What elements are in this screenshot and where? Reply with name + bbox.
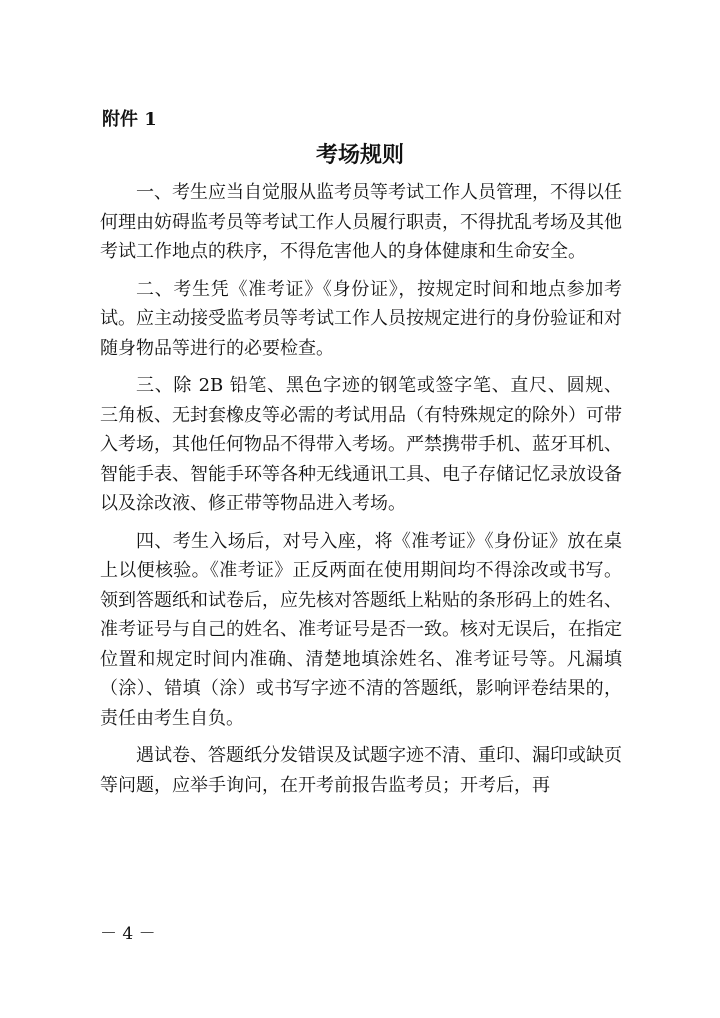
page-number: － 4 － [100,924,156,944]
document-body [100,178,622,808]
rule-paragraph-3: 三、除 2B 铅笔、黑色字迹的钢笔或签字笔、直尺、圆规、三角板、无封套橡皮等必需的考试用品（有特殊规定的除外）可带入考场，其他任何物品不得带入考场。严禁携带手机、蓝牙耳机、智能手表、智能手环等各种无线通讯工具、电子存储记忆录放设备以及涂改液、修正带等物品进入考场。 [100,375,622,514]
rule-paragraph-5: 遇试卷、答题纸分发错误及试题字迹不清、重印、漏印或缺页等问题，应举手询问，在开考前报告监考员；开考后，再 [100,745,622,796]
document-title: 考场规则 [315,142,404,168]
rule-paragraph-1: 一、考生应当自觉服从监考员等考试工作人员管理，不得以任何理由妨碍监考员等考试工作人员履行职责，不得扰乱考场及其他考试工作地点的秩序，不得危害他人的身体健康和生命安全。 [100,182,622,262]
rule-paragraph-4: 四、考生入场后，对号入座，将《准考证》《身份证》放在桌上以便核验。《准考证》正反两面在使用期间均不得涂改或书写。领到答题纸和试卷后，应先核对答题纸上粘贴的条形码上的姓名、准考证号与自己的姓名、准考证号是否一致。核对无误后，在指定位置和规定时间内准确、清楚地填涂姓名、准考证号等。凡漏填（涂）、错填（涂）或书写字迹不清的答题纸，影响评卷结果的，责任由考生自负。 [100,530,622,729]
rule-paragraph-2: 二、考生凭《准考证》《身份证》，按规定时间和地点参加考试。应主动接受监考员等考试工作人员按规定进行的身份验证和对随身物品等进行的必要检查。 [100,278,622,359]
attachment-label: 附件 1 [102,109,157,130]
